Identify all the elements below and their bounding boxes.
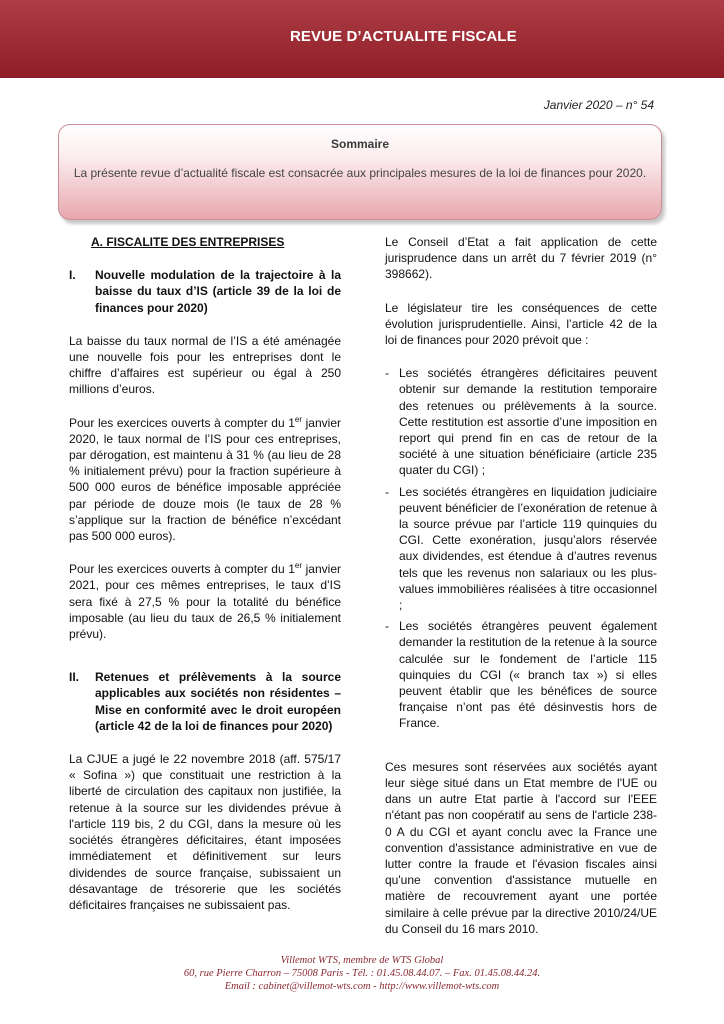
heading-1-text: Nouvelle modulation de la trajectoire à la baisse du taux d’IS (article 39 de la loi de finances pour 2020): [95, 268, 341, 315]
bullet-dash: -: [385, 619, 389, 634]
header-band: [0, 0, 724, 78]
footer-contact: Email : cabinet@villemot-wts.com - http://www.villemot-wts.com: [224, 981, 500, 992]
page-title: REVUE D’ACTUALITE FISCALE: [290, 28, 517, 45]
right-column: [385, 234, 657, 937]
paragraph-text: Pour les exercices ouverts à compter du 1: [69, 562, 295, 577]
issue-date: Janvier 2020 – n° 54: [543, 98, 654, 112]
summary-box: [58, 124, 662, 220]
heading-2-number: II.: [69, 670, 80, 685]
paragraph: Le législateur tire les conséquences de cette évolution jurisprudentielle. Ainsi, l’article 42 de la loi de finances pour 2020 prévoit que :: [385, 300, 657, 348]
footer-address: 60, rue Pierre Charron – 75008 Paris - Tél. : 01.45.08.44.07. – Fax. 01.45.08.44.24.: [183, 968, 541, 979]
list-item-text: Les sociétés étrangères en liquidation judiciaire peuvent bénéficier de l’exonération de retenue à la source prévue par l’article 119 quinquies du CGI. Cette exonération, jusqu’alors réservée aux dividendes, est étendue à d’autres revenus tels que les revenus non salariaux ou les plus-values immobilières réalisées à titre occasionnel ;: [399, 484, 657, 613]
paragraph: La CJUE a jugé le 22 novembre 2018 (aff. 575/17 « Sofina ») que constituait une restriction à la liberté de circulation des capitaux non justifiée, la retenue à la source sur les dividendes prévue à l'article 119 bis, 2 du CGI, dans la mesure où les sociétés étrangères déficitaires, étant imposées immédiatement et définitivement sur leurs dividendes de source française, subissaient un désavantage de trésorerie que les sociétés déficitaires françaises ne subissaient pas.: [69, 752, 341, 912]
footer-firm: Villemot WTS, membre de WTS Global: [280, 955, 444, 966]
summary-text: La présente revue d’actualité fiscale est consacrée aux principales mesures de la loi de finances pour 2020.: [73, 166, 647, 180]
paragraph: Ces mesures sont réservées aux sociétés ayant leur siège situé dans un Etat membre de l'UE ou dans un autre Etat partie à l'accord sur l'EEE n'étant pas non coopératif au sens de l'article 238-0 A du CGI et ayant conclu avec la France une convention d'assistance administrative en vue de lutter contre la fraude et l'évasion fiscales ainsi qu'une convention d'assistance mutuelle en matière de recouvrement ayant une portée similaire à celle prévue par la directive 2010/24/UE du Conseil du 16 mars 2010.: [385, 759, 657, 936]
left-column: [69, 234, 341, 913]
paragraph: Le Conseil d’Etat a fait application de cette jurisprudence dans un arrêt du 7 février 2019 (n° 398662).: [385, 235, 657, 282]
paragraph-text: janvier 2020, le taux normal de l’IS pour ces entreprises, par dérogation, est maintenu à 31 % (au lieu de 28 % initialement prévu) pour la fraction supérieure à 500 000 euros de bénéfice imposable appréciée par période de douze mois (le taux de 28 % s’applique sur la fraction de bénéfice n’excédant pas 500 000 euros).: [69, 415, 341, 544]
bullet-dash: -: [385, 484, 389, 499]
list-item: [385, 484, 657, 614]
bullet-dash: -: [385, 366, 389, 381]
superscript: er: [294, 561, 303, 571]
heading-2-text: Retenues et prélèvements à la source applicables aux sociétés non résidentes – Mise en conformité avec le droit européen (article 42 de la loi de finances pour 2020): [95, 670, 341, 733]
heading-2: [69, 669, 341, 734]
superscript: er: [294, 414, 303, 424]
paragraph-text: janvier 2021, pour ces mêmes entreprises, le taux d’IS sera fixé à 27,5 % pour la totalité du bénéfice imposable (au lieu du taux de 26,5 % initialement prévu).: [69, 562, 341, 642]
list-item: [385, 618, 657, 731]
list-item-text: Les sociétés étrangères peuvent également demander la restitution de la retenue à la source calculée sur le fondement de l’article 115 quinquies du CGI (« branch tax ») si elles peuvent établir que les bénéfices de source française n’ont pas été désinvestis hors de France.: [399, 619, 657, 731]
paragraph: [69, 561, 341, 642]
paragraph: [69, 415, 341, 545]
summary-title: Sommaire: [330, 137, 390, 151]
heading-1: [69, 267, 341, 316]
list-item: [385, 365, 657, 478]
paragraph: La baisse du taux normal de l’IS a été aménagée une nouvelle fois pour les entreprises dont le chiffre d’affaires est supérieur ou égal à 250 millions d’euros.: [69, 333, 341, 397]
list-item-text: Les sociétés étrangères déficitaires peuvent obtenir sur demande la restitution temporaire des retenues ou prélèvements à la source. Cette restitution est assortie d’une imposition en report qui prend fin en cas de retour de la société à une situation bénéficiaire (article 235 quater du CGI) ;: [399, 366, 657, 478]
paragraph-text: Pour les exercices ouverts à compter du 1: [69, 415, 295, 430]
section-heading: A. FISCALITE DES ENTREPRISES: [91, 235, 285, 249]
heading-1-number: I.: [69, 268, 76, 283]
page-footer: [0, 954, 724, 993]
